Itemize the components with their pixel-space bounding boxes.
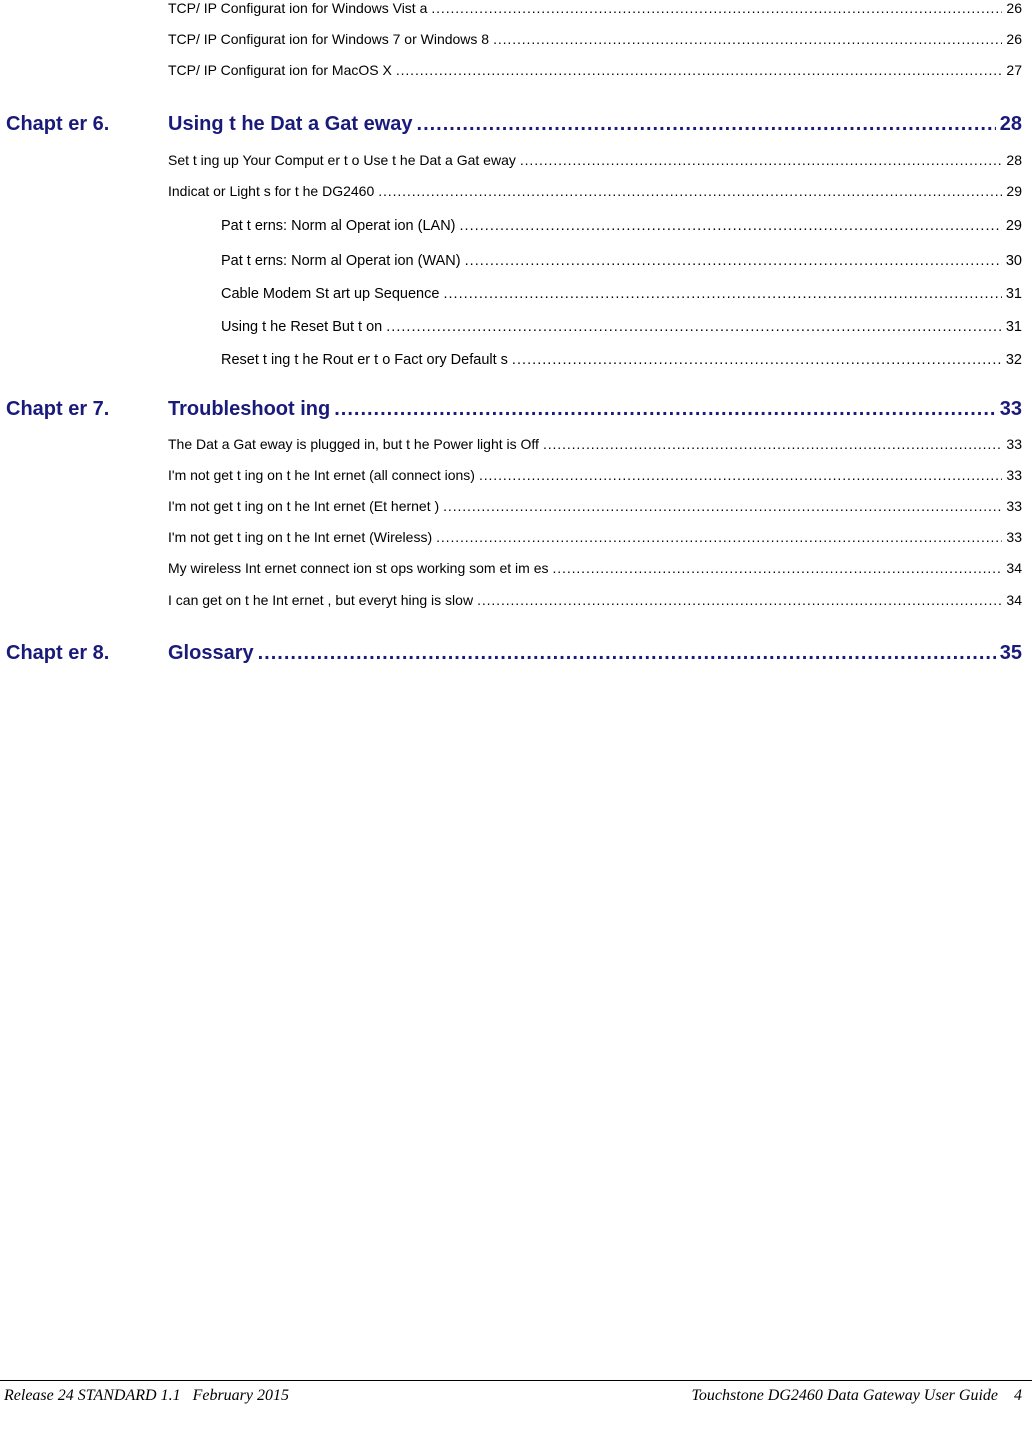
chapter-number: Chapt er 8. <box>6 642 110 664</box>
dot-leader <box>477 592 1002 608</box>
dot-leader <box>334 398 996 421</box>
toc-subentry[interactable] <box>221 319 1022 339</box>
chapter-number: Chapt er 7. <box>6 398 110 420</box>
toc-subentry[interactable] <box>221 352 1022 372</box>
toc-entry-page: 34 <box>1006 560 1022 576</box>
toc-entry-title: I'm not get t ing on t he Int ernet (Et hernet ) <box>168 498 440 514</box>
dot-leader <box>479 467 1002 483</box>
toc-entry-title: TCP/ IP Configurat ion for MacOS X <box>168 62 392 78</box>
toc-entry-page: 32 <box>1005 352 1022 368</box>
toc-entry-page: 29 <box>1005 218 1022 234</box>
footer-page-number: 4 <box>1014 1387 1022 1404</box>
dot-leader <box>396 62 1003 78</box>
toc-entry[interactable] <box>168 62 1022 82</box>
dot-leader <box>258 642 996 665</box>
footer-right <box>692 1387 1023 1409</box>
dot-leader <box>431 0 1002 16</box>
toc-entry[interactable] <box>168 529 1022 549</box>
dot-leader <box>460 218 1002 234</box>
toc-entry-page: 33 <box>1006 436 1022 452</box>
toc-entry-page: 33 <box>1006 529 1022 545</box>
toc-entry[interactable] <box>168 0 1022 20</box>
dot-leader <box>520 152 1003 168</box>
dot-leader <box>417 113 996 136</box>
chapter-page: 35 <box>999 642 1022 664</box>
chapter-title: Glossary <box>168 642 254 664</box>
chapter-page: 28 <box>999 113 1022 135</box>
toc-entry[interactable] <box>168 183 1022 203</box>
dot-leader <box>465 253 1002 269</box>
dot-leader <box>436 529 1002 545</box>
dot-leader <box>378 183 1002 199</box>
toc-entry-title: TCP/ IP Configurat ion for Windows Vist a <box>168 0 428 16</box>
toc-entry-page: 28 <box>1006 152 1022 168</box>
toc-entry-title: I'm not get t ing on t he Int ernet (all connect ions) <box>168 467 475 483</box>
toc-entry-title: Indicat or Light s for t he DG2460 <box>168 183 375 199</box>
toc-entry-page: 30 <box>1005 253 1022 269</box>
toc-chapter-7[interactable] <box>6 398 1022 426</box>
toc-subentry[interactable] <box>221 218 1022 238</box>
toc-entry-title: Pat t erns: Norm al Operat ion (WAN) <box>221 253 461 269</box>
toc-entry-title: Using t he Reset But t on <box>221 319 383 335</box>
toc-entry-title: I'm not get t ing on t he Int ernet (Wireless) <box>168 529 433 545</box>
chapter-page: 33 <box>999 398 1022 420</box>
toc-entry-page: 31 <box>1005 319 1022 335</box>
dot-leader <box>443 286 1001 302</box>
toc-entry[interactable] <box>168 436 1022 456</box>
footer-doc-title: Touchstone DG2460 Data Gateway User Guide <box>691 1387 998 1404</box>
toc-entry-page: 26 <box>1006 31 1022 47</box>
chapter-title: Troubleshoot ing <box>168 398 331 420</box>
dot-leader <box>543 436 1002 452</box>
toc-entry[interactable] <box>168 31 1022 51</box>
toc-entry-page: 33 <box>1006 467 1022 483</box>
toc-entry-title: Reset t ing t he Rout er t o Fact ory Default s <box>221 352 508 368</box>
page-footer <box>4 1387 1022 1409</box>
toc-entry[interactable] <box>168 152 1022 172</box>
chapter-title: Using t he Dat a Gat eway <box>168 113 413 135</box>
toc-entry-title: The Dat a Gat eway is plugged in, but t he Power light is Off <box>168 436 539 452</box>
toc-subentry[interactable] <box>221 253 1022 273</box>
toc-subentry[interactable] <box>221 286 1022 306</box>
footer-release-info: Release 24 STANDARD 1.1 February 2015 <box>4 1387 289 1404</box>
dot-leader <box>443 498 1002 514</box>
toc-entry-title: TCP/ IP Configurat ion for Windows 7 or Windows 8 <box>168 31 490 47</box>
toc-entry-page: 27 <box>1006 62 1022 78</box>
chapter-number: Chapt er 6. <box>6 113 110 135</box>
footer-divider <box>0 1380 1032 1381</box>
dot-leader <box>493 31 1002 47</box>
dot-leader <box>386 319 1002 335</box>
toc-entry-title: Pat t erns: Norm al Operat ion (LAN) <box>221 218 456 234</box>
toc-entry-page: 29 <box>1006 183 1022 199</box>
toc-entry-title: I can get on t he Int ernet , but everyt hing is slow <box>168 592 474 608</box>
dot-leader <box>552 560 1002 576</box>
toc-entry[interactable] <box>168 498 1022 518</box>
toc-entry[interactable] <box>168 592 1022 612</box>
toc-entry[interactable] <box>168 467 1022 487</box>
toc-entry[interactable] <box>168 560 1022 580</box>
toc-entry-title: My wireless Int ernet connect ion st ops working som et im es <box>168 560 549 576</box>
toc-entry-page: 31 <box>1005 286 1022 302</box>
toc-entry-page: 34 <box>1006 592 1022 608</box>
dot-leader <box>512 352 1002 368</box>
toc-entry-page: 33 <box>1006 498 1022 514</box>
toc-chapter-6[interactable] <box>6 113 1022 141</box>
toc-entry-title: Cable Modem St art up Sequence <box>221 286 440 302</box>
toc-entry-page: 26 <box>1006 0 1022 16</box>
toc-chapter-8[interactable] <box>6 642 1022 670</box>
toc-entry-title: Set t ing up Your Comput er t o Use t he Dat a Gat eway <box>168 152 516 168</box>
